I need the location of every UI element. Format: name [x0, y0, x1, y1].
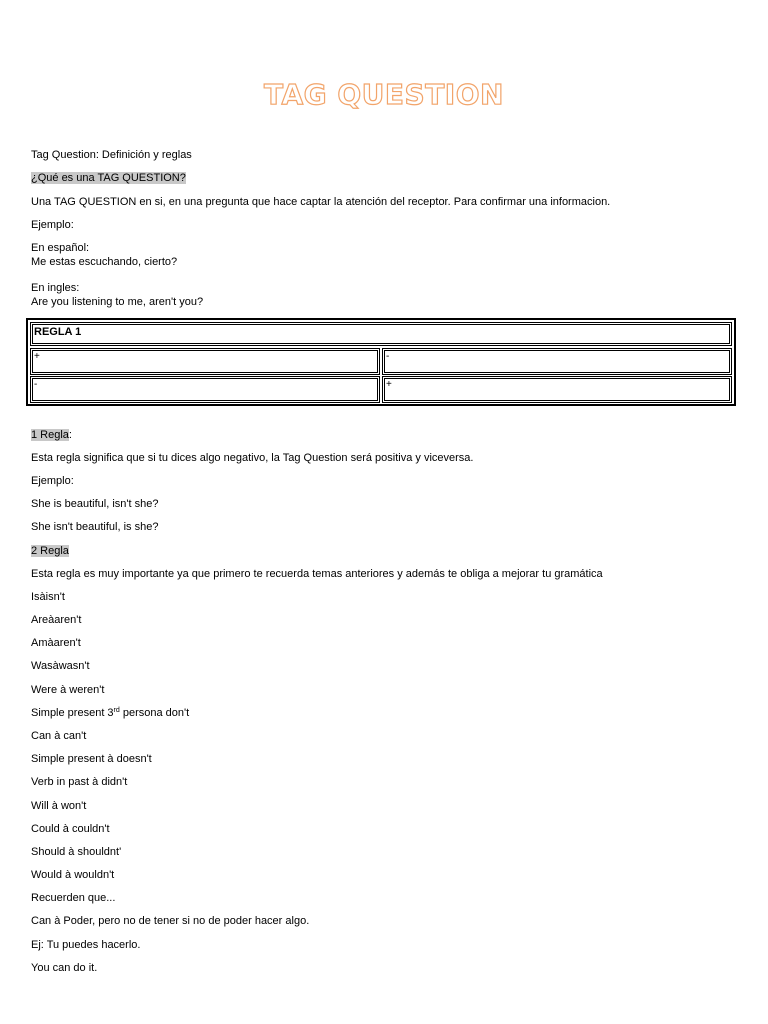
rule1-text: Esta regla significa que si tu dices algo negativo, la Tag Question será positiva y viceversa. [31, 452, 474, 464]
rule2-text: Esta regla es muy importante ya que primero te recuerda temas anteriores y además te obliga a mejorar tu gramática [31, 568, 603, 580]
list-item: Wasàwasn't [31, 660, 90, 672]
rule-table-cell [382, 376, 732, 403]
list-item: Would à wouldn't [31, 869, 115, 881]
document-title: TAG QUESTION [264, 78, 504, 111]
list-item: Amàaren't [31, 637, 81, 649]
list-item: Isàisn't [31, 591, 65, 603]
text-part: persona don't [119, 707, 190, 719]
cell-sign: - [34, 379, 38, 390]
rule1-colon: : [68, 429, 72, 441]
list-item: Recuerden que... [31, 892, 116, 904]
rule1-example-2: She isn't beautiful, is she? [31, 521, 159, 533]
intro-question [31, 171, 186, 185]
list-item: Ej: Tu puedes hacerlo. [31, 939, 141, 951]
rule2-heading [31, 544, 69, 558]
rule1-heading [31, 428, 72, 442]
rule1-example-1: She is beautiful, isn't she? [31, 498, 159, 510]
example-label: Ejemplo: [31, 219, 74, 231]
list-item: Will à won't [31, 800, 87, 812]
rule-table-header [30, 322, 732, 346]
list-item: Simple present à doesn't [31, 753, 152, 765]
list-item: Verb in past à didn't [31, 776, 128, 788]
rule1-label: 1 Regla [31, 429, 69, 441]
superscript: rd [113, 707, 120, 714]
rule-table [26, 318, 736, 406]
list-item: Can à can't [31, 730, 87, 742]
rule-table-cell [382, 348, 732, 375]
rule-table-cell [30, 348, 380, 375]
list-item: Can à Poder, pero no de tener si no de poder hacer algo. [31, 915, 310, 927]
spanish-label: En español: [31, 242, 90, 254]
list-item: Areàaren't [31, 614, 82, 626]
cell-sign: + [386, 379, 392, 390]
rule-table-cell [30, 376, 380, 403]
list-item: Should à shouldnt' [31, 846, 122, 858]
list-item: You can do it. [31, 962, 98, 974]
rule-table-header-label: REGLA 1 [34, 326, 82, 338]
text-part: Simple present 3 [31, 707, 114, 719]
list-item: Could à couldn't [31, 823, 110, 835]
cell-sign: - [386, 351, 390, 362]
english-example: Are you listening to me, aren't you? [31, 296, 204, 308]
intro-heading: Tag Question: Definición y reglas [31, 149, 192, 161]
list-item-simple-present-3rd [31, 706, 189, 720]
list-item: Were à weren't [31, 684, 105, 696]
highlighted-question: ¿Qué es una TAG QUESTION? [31, 172, 186, 184]
rule1-example-label: Ejemplo: [31, 475, 74, 487]
intro-definition: Una TAG QUESTION en si, en una pregunta que hace captar la atención del receptor. Para confirmar una informacion. [31, 196, 611, 208]
cell-sign: + [34, 351, 40, 362]
spanish-example: Me estas escuchando, cierto? [31, 256, 178, 268]
english-label: En ingles: [31, 282, 80, 294]
rule2-label: 2 Regla [31, 545, 69, 557]
